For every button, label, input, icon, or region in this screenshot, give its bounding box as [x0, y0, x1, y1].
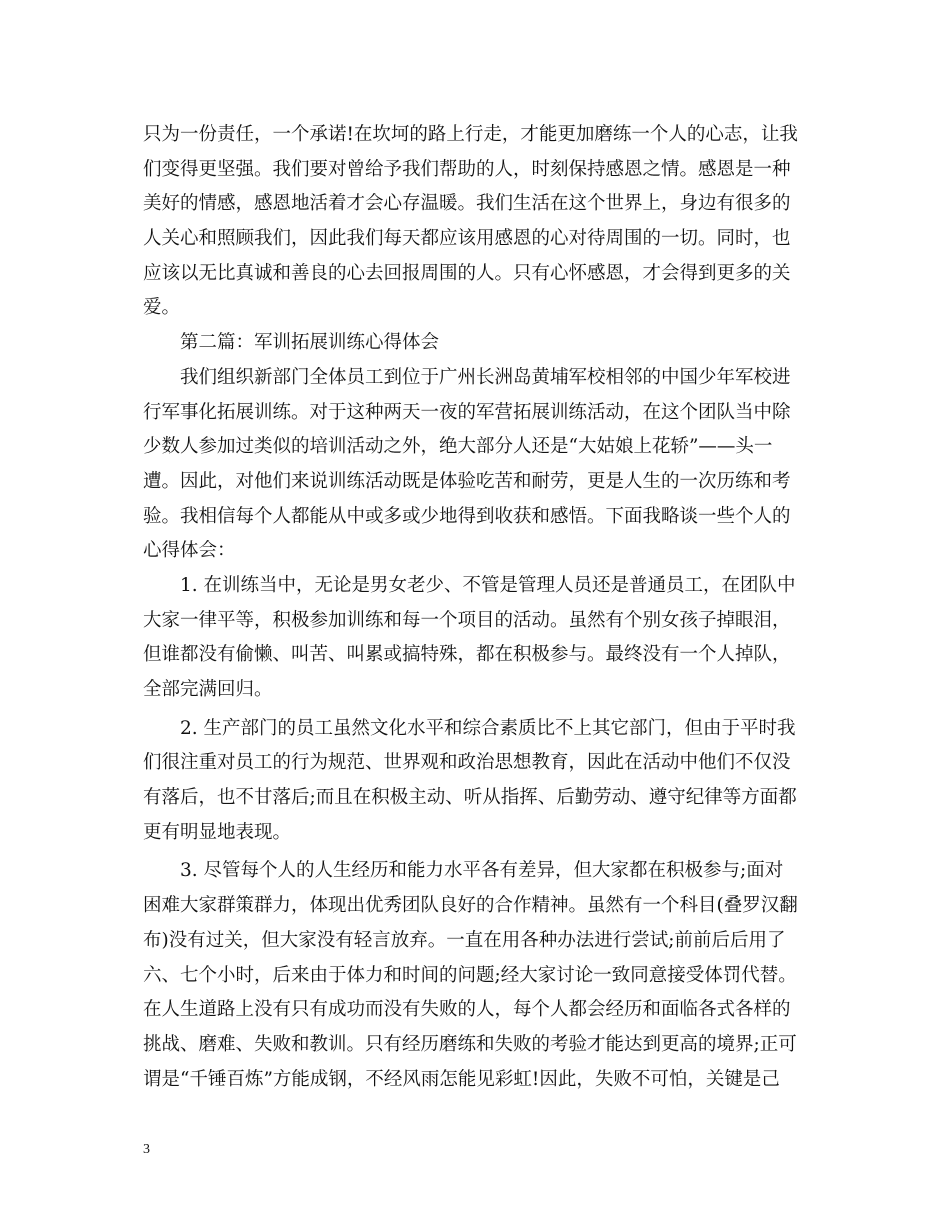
text-line: 们很注重对员工的行为规范、世界观和政治思想教育，因此在活动中他们不仅没: [143, 752, 791, 774]
numbered-paragraph-line: 3. 尽管每个人的人生经历和能力水平各有差异，但大家都在积极参与;面对: [180, 860, 784, 882]
text-line: 有落后，也不甘落后;而且在积极主动、听从指挥、后勤劳动、遵守纪律等方面都: [143, 787, 797, 809]
text-line: 遭。因此，对他们来说训练活动既是体验吃苦和耐劳，更是人生的一次历练和考: [143, 470, 791, 492]
numbered-paragraph-line: 2. 生产部门的员工虽然文化水平和综合素质比不上其它部门，但由于平时我: [180, 717, 796, 739]
text-line: 布)没有过关，但大家没有轻言放弃。一直在用各种办法进行尝试;前前后后用了: [143, 929, 786, 951]
text-line: 困难大家群策群力，体现出优秀团队良好的合作精神。虽然有一个科目(叠罗汉翻: [143, 895, 798, 917]
text-line: 人关心和照顾我们，因此我们每天都应该用感恩的心对待周围的一切。同时，也: [143, 228, 791, 250]
text-line: 全部完满回归。: [143, 679, 273, 700]
text-line: 心得体会：: [143, 540, 236, 562]
text-line: 验。我相信每个人都能从中或多或少地得到收获和感悟。下面我略谈一些个人的: [143, 505, 791, 527]
text-line: 应该以无比真诚和善良的心去回报周围的人。只有心怀感恩，才会得到更多的关: [143, 262, 791, 284]
section-heading: 第二篇：军训拓展训练心得体会: [180, 332, 440, 354]
text-line: 少数人参加过类似的培训活动之外，绝大部分人还是“大姑娘上花轿”——头一: [143, 436, 773, 458]
numbered-paragraph-line: 1. 在训练当中，无论是男女老少、不管是管理人员还是普通员工，在团队中: [180, 574, 796, 596]
text-line: 更有明显地表现。: [143, 821, 292, 843]
text-line: 谓是“千锤百炼”方能成钢，不经风雨怎能见彩虹!因此，失败不可怕，关键是己: [143, 1068, 780, 1090]
text-line: 只为一份责任，一个承诺!在坎坷的路上行走，才能更加磨练一个人的心志，让我: [143, 124, 798, 145]
text-line: 爱。: [143, 297, 181, 319]
text-line: 六、七个小时，后来由于体力和时间的问题;经大家讨论一致同意接受体罚代替。: [143, 964, 797, 986]
page-number: 3: [143, 1142, 150, 1157]
document-body: [143, 118, 813, 1097]
text-line: 大家一律平等，积极参加训练和每一个项目的活动。虽然有个别女孩子掉眼泪，: [143, 609, 791, 631]
text-line: 在人生道路上没有只有成功而没有失败的人，每个人都会经历和面临各式各样的: [143, 999, 791, 1021]
text-line: 挑战、磨难、失败和教训。只有经历磨练和失败的考验才能达到更高的境界;正可: [143, 1033, 797, 1055]
text-line: 但谁都没有偷懒、叫苦、叫累或搞特殊，都在积极参与。最终没有一个人掉队，: [143, 644, 791, 666]
text-line: 我们组织新部门全体员工到位于广州长洲岛黄埔军校相邻的中国少年军校进: [180, 366, 791, 388]
text-line: 们变得更坚强。我们要对曾给予我们帮助的人，时刻保持感恩之情。感恩是一种: [143, 158, 791, 180]
text-line: 行军事化拓展训练。对于这种两天一夜的军营拓展训练活动，在这个团队当中除: [143, 401, 791, 423]
text-line: 美好的情感，感恩地活着才会心存温暖。我们生活在这个世界上，身边有很多的: [143, 193, 791, 215]
